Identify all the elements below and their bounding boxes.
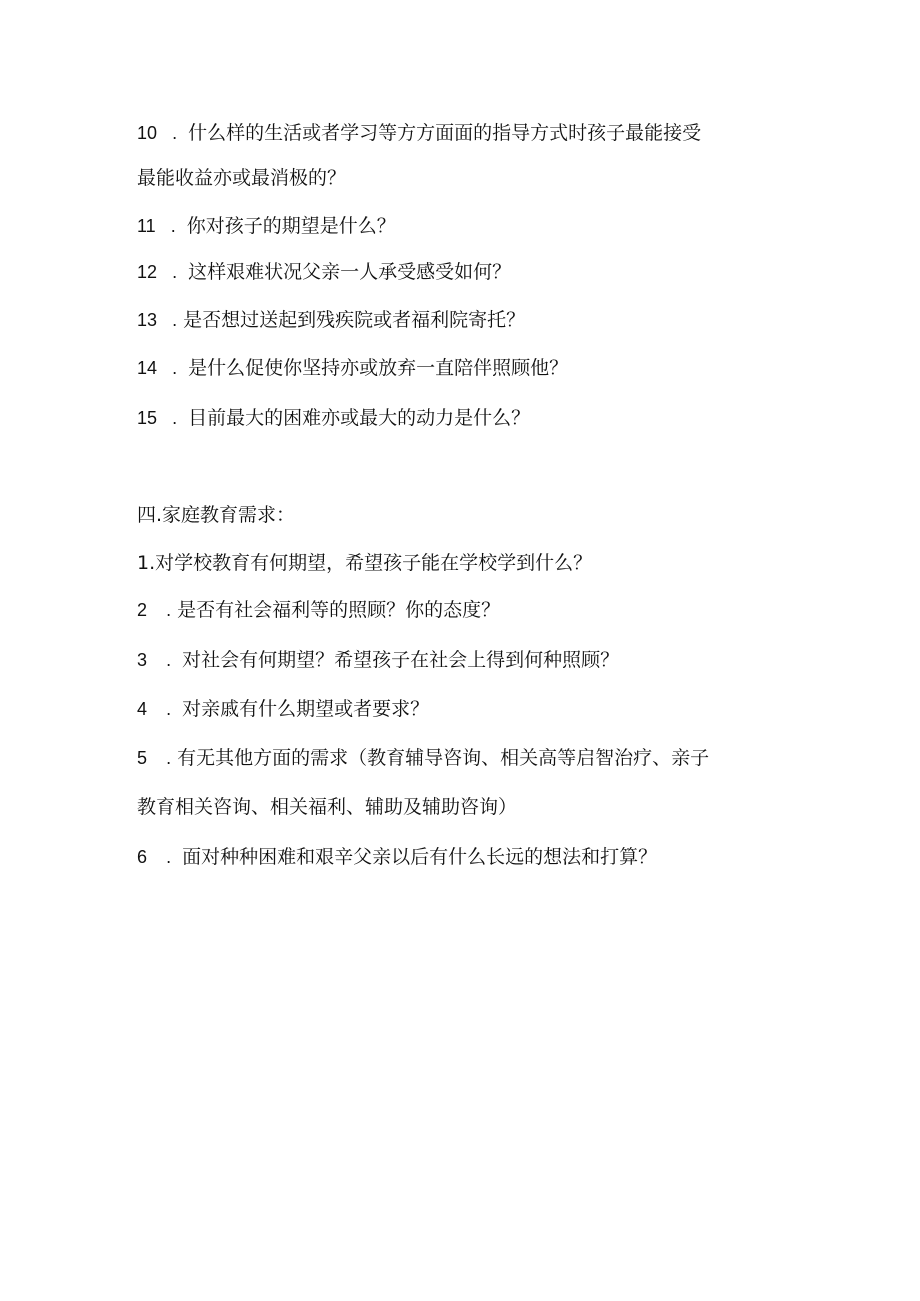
section-heading [137, 503, 295, 527]
question-14 [137, 356, 568, 380]
question-separator: . [172, 358, 178, 378]
question-text: 什么样的生活或者学习等方方面面的指导方式时孩子最能接受 [188, 122, 702, 144]
question-number: 5 [137, 748, 148, 768]
question-text: 面对种种困难和艰辛父亲以后有什么长远的想法和打算？ [182, 846, 658, 868]
question-11 [137, 214, 396, 238]
question-separator: . [172, 408, 178, 428]
question-text: 你对孩子的期望是什么？ [186, 215, 396, 237]
question-separator: . [166, 650, 172, 670]
question-number: 6 [137, 847, 148, 867]
question-text: 是否有社会福利等的照顾？你的态度？ [177, 599, 501, 621]
question-number: 15 [137, 408, 158, 428]
question-number: 11 [137, 216, 156, 236]
section-heading-text: 四.家庭教育需求： [137, 504, 296, 526]
question-separator: . [170, 216, 176, 236]
need-question-1 [137, 551, 592, 575]
question-10 [137, 121, 701, 145]
question-number: 13 [137, 310, 158, 330]
question-separator: . [166, 699, 172, 719]
question-15 [137, 406, 530, 430]
question-separator: . [166, 748, 172, 768]
question-text: 教育相关咨询、相关福利、辅助及辅助咨询） [137, 796, 518, 818]
need-question-6 [137, 845, 657, 869]
question-separator: . [172, 310, 178, 330]
question-text: 是什么促使你坚持亦或放弃一直陪伴照顾他？ [188, 357, 569, 379]
question-number: 3 [137, 650, 148, 670]
need-question-3 [137, 648, 619, 672]
question-number: 2 [137, 600, 148, 620]
question-text: 1. [137, 552, 156, 574]
question-10-continued [137, 166, 346, 190]
question-separator: . [166, 847, 172, 867]
need-question-4 [137, 697, 429, 721]
question-separator: . [172, 123, 178, 143]
question-text: 对社会有何期望？希望孩子在社会上得到何种照顾？ [182, 649, 620, 671]
question-number: 4 [137, 699, 148, 719]
question-text: 最能收益亦或最消极的？ [137, 167, 347, 189]
question-text: 目前最大的困难亦或最大的动力是什么？ [188, 407, 531, 429]
question-number: 14 [137, 358, 158, 378]
need-question-2 [137, 598, 500, 622]
question-separator: . [172, 262, 178, 282]
need-question-5 [137, 746, 709, 770]
question-text: 对亲戚有什么期望或者要求？ [182, 698, 430, 720]
question-12 [137, 260, 511, 284]
question-separator: . [166, 600, 172, 620]
need-question-5-continued [137, 795, 517, 819]
question-text: 有无其他方面的需求（教育辅导咨询、相关高等启智治疗、亲子 [177, 747, 710, 769]
question-text: 这样艰难状况父亲一人承受感受如何？ [188, 261, 512, 283]
question-text: 是否想过送起到残疾院或者福利院寄托？ [183, 309, 526, 331]
question-13 [137, 308, 525, 332]
question-number: 10 [137, 123, 158, 143]
question-text: 对学校教育有何期望，希望孩子能在学校学到什么？ [155, 552, 593, 574]
question-number: 12 [137, 262, 158, 282]
